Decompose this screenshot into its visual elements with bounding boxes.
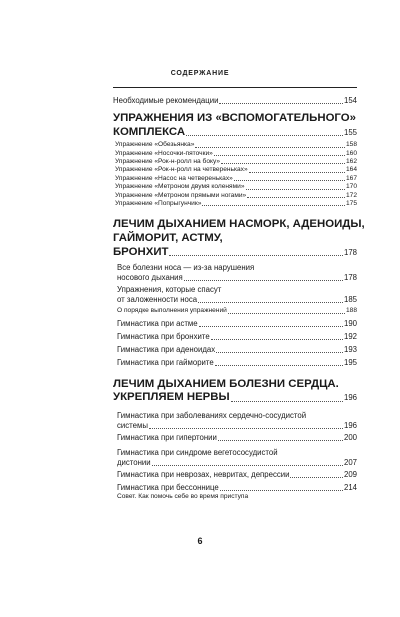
toc-entry-title: Гимнастика при гипертонии [117,432,217,442]
section-title: ЛЕЧИМ ДЫХАНИЕМ БОЛЕЗНИ СЕРДЦА. [113,377,339,390]
toc-entry-page: 188 [345,307,357,315]
toc-entry-title: дистонии [117,457,151,467]
toc-entry [113,358,357,368]
dot-leader [198,302,343,303]
toc-entry [113,192,357,200]
toc-entry-page: 178 [343,273,357,283]
toc-entry-title: Гимнастика при заболеваниях сердечно-сосудистой [117,410,307,420]
toc-entry-page: 192 [343,331,357,341]
dot-leader [211,339,343,340]
toc-entry-title: Необходимые рекомендации [113,96,219,105]
toc-entry-page: 158 [345,141,357,149]
dot-leader [247,197,345,198]
dot-leader [290,477,343,478]
section-title: УПРАЖНЕНИЯ ИЗ «ВСПОМОГАТЕЛЬНОГО» [113,112,356,124]
dot-leader [219,103,343,104]
toc-entry-page: 167 [345,174,357,182]
header-rule [113,87,357,88]
toc-entry [113,150,357,158]
section-page: 178 [343,247,357,257]
section-title: УКРЕПЛЯЕМ НЕРВЫ [113,391,230,404]
toc-entry [113,285,357,305]
dot-leader [221,163,345,164]
toc-entry-title: Гимнастика при синдроме вегетососудистой [117,447,278,457]
toc-entry-page: 160 [345,149,357,157]
toc-entry [113,307,357,315]
dot-leader [215,365,343,366]
dot-leader [152,465,343,466]
toc-entry-title: Упражнение «Метроном прямыми ногами» [115,191,247,199]
dot-leader [216,352,343,353]
toc-entry-page: 193 [343,344,357,354]
dot-leader [149,428,343,429]
toc-entry [113,166,357,174]
toc-entry [113,141,357,149]
toc-entry-title: Упражнение «Метроном двумя коленями» [115,183,245,191]
toc-entry-title: Упражнение «Обезьянка» [115,141,195,149]
toc-entry [113,332,357,342]
section-page: 155 [343,127,357,137]
toc-entry-page: 195 [343,357,357,367]
toc-entry-title: Гимнастика при бессоннице [117,482,219,492]
toc-entry-page: 175 [345,200,357,208]
running-header: СОДЕРЖАНИЕ [170,70,230,77]
toc-entry-title: О порядке выполнения упражнений [117,307,227,315]
dot-leader [169,255,343,256]
dot-leader [220,490,343,491]
toc-entry-page: 170 [345,183,357,191]
toc-entry [113,263,357,283]
toc-entry [113,483,357,493]
toc-entry [113,470,357,480]
toc-entry-page: 172 [345,191,357,199]
toc-entry-page: 154 [343,96,357,105]
toc-entry-title: Упражнение «Попрыгунчик» [115,200,202,208]
toc-entry-title: Упражнение «Насос на четвереньках» [115,174,233,182]
toc-entry-title: Все болезни носа — из-за нарушения [117,263,255,273]
toc-entry [113,345,357,355]
section-title: ГАЙМОРИТ, АСТМУ, [113,232,223,245]
toc-entry-title: Гимнастика при неврозах, невритах, депрессии [117,469,290,479]
dot-leader [246,189,345,190]
toc-entry [113,493,357,501]
toc-entry-title: носового дыхания [117,273,183,283]
toc-entry-title: Гимнастика при астме [117,318,198,328]
toc-entry [113,200,357,208]
section-heading [113,378,357,405]
section-heading [113,112,357,139]
toc-entry-title: Совет. Как помочь себе во время приступа [117,492,249,500]
dot-leader [186,135,343,136]
toc-entry-title: Гимнастика при бронхите [117,331,210,341]
toc-entry [113,96,357,106]
toc-entry-page: 196 [343,420,357,430]
toc-entry [113,158,357,166]
toc-entry-title: Гимнастика при гайморите [117,357,214,367]
toc-entry-title: Гимнастика при аденоидах [117,344,216,354]
toc-entry-page: 209 [343,469,357,479]
dot-leader [195,147,345,148]
dot-leader [249,172,345,173]
toc-entry-title: от заложенности носа [117,295,198,305]
toc-entry-page: 214 [343,482,357,492]
toc-entry [113,319,357,329]
section-title: БРОНХИТ [113,245,169,258]
toc-entry [113,175,357,183]
table-of-contents [113,96,365,501]
toc-entry-page: 164 [345,166,357,174]
section-heading [113,218,365,259]
section-title: КОМПЛЕКСА [113,125,186,138]
toc-entry-title: Упражнение «Рок-н-ролл на четвереньках» [115,166,248,174]
toc-entry [113,448,357,468]
dot-leader [184,280,343,281]
dot-leader [202,205,345,206]
toc-entry-title: Упражнения, которые спасут [117,285,222,295]
section-title: ЛЕЧИМ ДЫХАНИЕМ НАСМОРК, АДЕНОИДЫ, [113,218,365,231]
toc-entry-title: Упражнение «Носочки-пяточки» [115,149,213,157]
page-number: 6 [197,536,203,546]
toc-entry [113,183,357,191]
toc-entry-page: 162 [345,158,357,165]
toc-entry-page: 207 [343,457,357,467]
dot-leader [214,155,345,156]
toc-entry-title: системы [117,420,148,430]
dot-leader [231,401,343,402]
toc-entry-page: 190 [343,318,357,328]
section-page: 196 [343,393,357,403]
dot-leader [228,313,345,314]
toc-entry-title: Упражнение «Рок-н-ролл на боку» [115,158,220,165]
toc-entry [113,411,357,431]
dot-leader [218,440,343,441]
dot-leader [199,326,343,327]
toc-entry-page: 200 [343,432,357,442]
toc-entry [113,433,357,443]
dot-leader [234,180,345,181]
toc-entry-page: 185 [343,295,357,305]
